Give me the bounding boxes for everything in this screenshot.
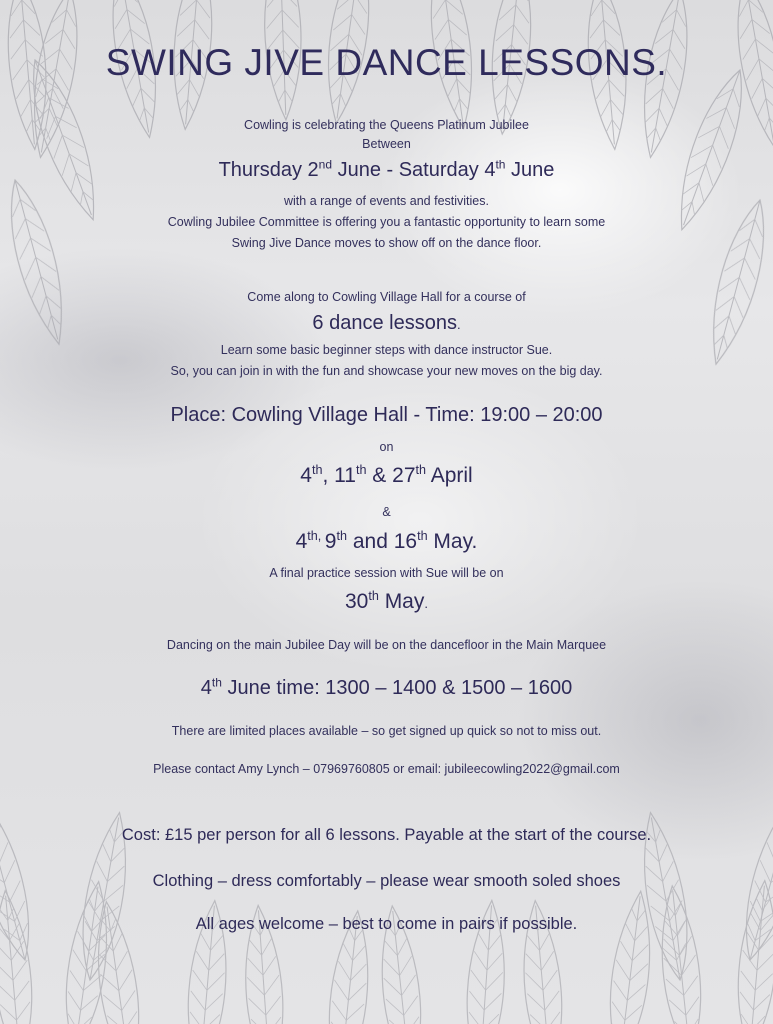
cost-line: Cost: £15 per person for all 6 lessons. Payable at the start of the course.	[121, 826, 652, 844]
jubilee-dates: Thursday 2nd June - Saturday 4th June	[218, 157, 555, 181]
ampersand-label: &	[382, 505, 391, 519]
course-intro-line: Come along to Cowling Village Hall for a course of	[247, 290, 526, 304]
on-label: on	[379, 440, 394, 454]
intro-line-between: Between	[362, 137, 411, 151]
ages-line: All ages welcome – best to come in pairs if possible.	[195, 915, 578, 933]
final-practice-line: A final practice session with Sue will be on	[269, 566, 504, 580]
final-practice-date: 30th May.	[344, 589, 428, 613]
april-dates: 4th, 11th & 27th April	[300, 463, 473, 487]
course-showcase-line: So, you can join in with the fun and showcase your new moves on the big day.	[170, 364, 603, 378]
clothing-line: Clothing – dress comfortably – please wear smooth soled shoes	[152, 872, 621, 890]
may-dates: $4^{th,}$ 9th and 16th May.	[295, 529, 478, 553]
intro-line-events: with a range of events and festivities.	[284, 194, 489, 208]
intro-line-committee: Cowling Jubilee Committee is offering you a fantastic opportunity to learn some	[167, 215, 606, 229]
intro-line-jubilee: Cowling is celebrating the Queens Platinum Jubilee	[244, 118, 529, 132]
intro-line-moves: Swing Jive Dance moves to show off on the dance floor.	[231, 236, 542, 250]
course-instructor-line: Learn some basic beginner steps with dance instructor Sue.	[220, 343, 553, 357]
contact-line: Please contact Amy Lynch – 07969760805 or email: jubileecowling2022@gmail.com	[153, 762, 620, 776]
lessons-count: 6 dance lessons.	[312, 312, 461, 334]
place-and-time: Place: Cowling Village Hall - Time: 19:00 – 20:00	[170, 404, 603, 426]
page-title: SWING JIVE DANCE LESSONS.	[105, 42, 668, 83]
marquee-line: Dancing on the main Jubilee Day will be on the dancefloor in the Main Marquee	[166, 638, 607, 652]
limited-places-line: There are limited places available – so get signed up quick so not to miss out.	[171, 724, 602, 738]
jubilee-day-time: 4th June time: 1300 – 1400 & 1500 – 1600	[200, 675, 573, 699]
